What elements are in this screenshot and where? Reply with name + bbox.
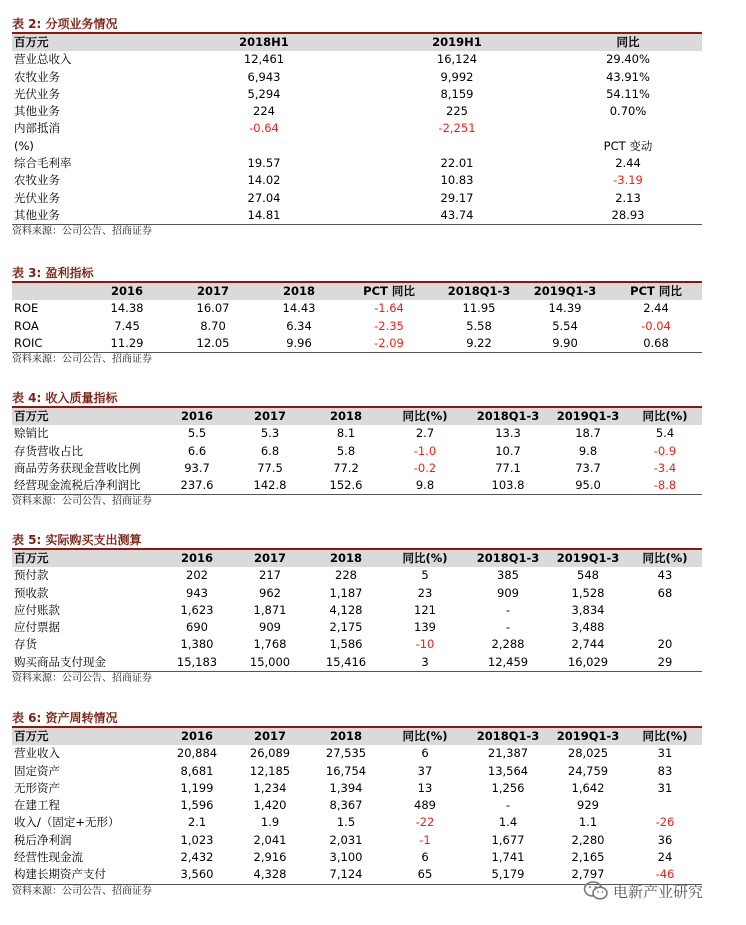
- row-label: 营业总收入: [14, 52, 72, 67]
- column-header: 同比(%): [402, 729, 448, 743]
- table-cell: -26: [655, 815, 675, 830]
- table-cell: [626, 602, 704, 619]
- column-header: 2016: [110, 284, 143, 298]
- table-row: [12, 138, 702, 155]
- table-cell: [552, 120, 704, 137]
- table-cell: [626, 619, 704, 636]
- table-cell: 68: [657, 585, 673, 600]
- column-header: 2017: [253, 729, 286, 743]
- table-cell: 1,380: [180, 637, 214, 652]
- table-cell: 1.4: [498, 815, 518, 830]
- column-header: 同比(%): [642, 551, 688, 565]
- table-cell: 28.93: [611, 207, 645, 222]
- row-label: 应付账款: [14, 602, 60, 617]
- table-cell: 2,744: [571, 637, 605, 652]
- column-header: 2016: [180, 729, 213, 743]
- table-cell: 12.05: [196, 335, 230, 350]
- table-cell: 9.8: [578, 443, 598, 458]
- table-cell: 9.8: [415, 478, 435, 493]
- table-row: [12, 443, 702, 460]
- table-row: [12, 780, 702, 797]
- table-cell: 31: [657, 780, 673, 795]
- table-cell: 6,943: [247, 69, 281, 84]
- table-cell: 1,023: [180, 832, 214, 847]
- table-cell: -1.0: [413, 443, 437, 458]
- table-cell: 2,288: [491, 637, 525, 652]
- table-cell: 11.95: [462, 301, 496, 316]
- table-cell: 29.17: [440, 190, 474, 205]
- table-cell: 5,294: [247, 86, 281, 101]
- table-cell: 8.70: [200, 318, 226, 333]
- row-label: 税后净利润: [14, 832, 72, 847]
- column-header: 2018Q1-3: [476, 729, 540, 743]
- table-cell: [362, 138, 552, 155]
- table-title: 表 5: 实际购买支出测算: [12, 533, 142, 547]
- table-row: [12, 172, 702, 189]
- table-cell: 11.29: [110, 335, 144, 350]
- column-header: 百万元: [14, 409, 49, 423]
- row-label: 农牧业务: [14, 173, 60, 188]
- table-cell: 29: [657, 654, 673, 669]
- table-cell: 43.74: [440, 207, 474, 222]
- table-row: [12, 849, 702, 866]
- row-label: 预付款: [14, 568, 49, 583]
- row-label: ROA: [14, 318, 39, 333]
- table-cell: 943: [186, 585, 208, 600]
- table-header-row: [12, 726, 702, 745]
- table-cell: -10: [415, 637, 435, 652]
- column-header: 同比: [616, 35, 640, 49]
- table-cell: 2,797: [571, 867, 605, 882]
- table-cell: 4,328: [253, 867, 287, 882]
- table-source-note: 资料来源：公司公告、招商证券: [12, 884, 702, 899]
- table-cell: 1,528: [571, 585, 605, 600]
- table-cell: 24: [657, 850, 673, 865]
- table-cell: 14.39: [548, 301, 582, 316]
- table-cell: 73.7: [575, 460, 601, 475]
- row-label: 存货营收占比: [14, 443, 83, 458]
- table-cell: 13.3: [495, 426, 521, 441]
- table-header-row: [12, 32, 702, 51]
- table-cell: -: [505, 620, 511, 635]
- table-row: [12, 814, 702, 831]
- table-cell: 8.1: [336, 426, 356, 441]
- column-header: 同比(%): [402, 551, 448, 565]
- table-cell: 548: [577, 568, 599, 583]
- table-cell: 228: [335, 568, 357, 583]
- table-cell: 1,256: [491, 780, 525, 795]
- column-header: 2018Q1-3: [476, 551, 540, 565]
- table-row: [12, 585, 702, 602]
- column-header: 百万元: [14, 35, 49, 49]
- table-cell: 7.45: [114, 318, 140, 333]
- table-cell: 19.57: [247, 156, 281, 171]
- table-cell: 6.8: [260, 443, 280, 458]
- column-header: 同比(%): [642, 729, 688, 743]
- table-cell: -3.4: [653, 460, 677, 475]
- table-source-note: 资料来源：公司公告、招商证券: [12, 671, 702, 686]
- table-cell: 0.70%: [609, 104, 647, 119]
- table-cell: 36: [657, 832, 673, 847]
- column-header: 同比(%): [402, 409, 448, 423]
- table-cell: 1.5: [336, 815, 356, 830]
- column-header: PCT 同比: [363, 284, 415, 298]
- column-header: 2019Q1-3: [556, 409, 620, 423]
- table-cell: -2,251: [438, 121, 476, 136]
- table-cell: 9.96: [286, 335, 312, 350]
- table-cell: 929: [577, 798, 599, 813]
- column-header: 2018: [282, 284, 315, 298]
- row-label: ROE: [14, 301, 39, 316]
- table-source-note: 资料来源：公司公告、招商证券: [12, 494, 702, 509]
- row-label: 其他业务: [14, 207, 60, 222]
- row-label: 购买商品支付现金: [14, 654, 106, 669]
- row-label: 综合毛利率: [14, 156, 72, 171]
- column-header: 2016: [180, 409, 213, 423]
- column-header: 2016: [180, 551, 213, 565]
- row-label: 赊销比: [14, 426, 49, 441]
- table-cell: 83: [657, 763, 673, 778]
- table-cell: -22: [415, 815, 435, 830]
- table-cell: 31: [657, 746, 673, 761]
- row-label: 农牧业务: [14, 69, 60, 84]
- table-cell: 1,586: [329, 637, 363, 652]
- table-cell: 22.01: [440, 156, 474, 171]
- table-cell: 690: [186, 620, 208, 635]
- table-cell: 1,420: [253, 798, 287, 813]
- table-cell: 2,432: [180, 850, 214, 865]
- table-cell: 8,681: [180, 763, 214, 778]
- column-header: 2018: [329, 729, 362, 743]
- table-cell: 95.0: [575, 478, 601, 493]
- table-cell: 2,165: [571, 850, 605, 865]
- row-label: 预收款: [14, 585, 49, 600]
- table-cell: 142.8: [253, 478, 287, 493]
- table-cell: 2.7: [415, 426, 435, 441]
- row-label: 经营现金流税后净利润比: [14, 478, 141, 493]
- table-cell: [626, 797, 704, 814]
- column-header: 2017: [253, 551, 286, 565]
- table-row: [12, 69, 702, 86]
- table-cell: 7,124: [329, 867, 363, 882]
- table-cell: 27,535: [325, 746, 367, 761]
- table-cell: 9.22: [466, 335, 492, 350]
- column-header: 百万元: [14, 729, 49, 743]
- table-cell: 14.02: [247, 173, 281, 188]
- column-header: 同比(%): [642, 409, 688, 423]
- table-6: [12, 710, 702, 899]
- table-cell: 1,642: [571, 780, 605, 795]
- table-cell: 8,159: [440, 86, 474, 101]
- table-cell: -1: [419, 832, 431, 847]
- table-cell: 1,677: [491, 832, 525, 847]
- table-cell: 3: [421, 654, 429, 669]
- table-4: [12, 390, 702, 509]
- table-cell: -8.8: [653, 478, 677, 493]
- table-cell: 909: [497, 585, 519, 600]
- table-row: [12, 120, 702, 137]
- table-source-note: 资料来源：公司公告、招商证券: [12, 352, 702, 367]
- column-header: 2019H1: [432, 35, 482, 49]
- table-cell: 1,871: [253, 602, 287, 617]
- table-5: [12, 532, 702, 686]
- table-cell: -3.19: [613, 173, 643, 188]
- table-3: [12, 265, 702, 367]
- table-cell: 37: [417, 763, 433, 778]
- table-row: [12, 797, 702, 814]
- table-cell: 29.40%: [606, 52, 650, 67]
- table-row: [12, 763, 702, 780]
- table-cell: 5.3: [260, 426, 280, 441]
- table-cell: 1.9: [260, 815, 280, 830]
- table-cell: 43.91%: [606, 69, 650, 84]
- table-cell: 77.1: [495, 460, 521, 475]
- table-cell: 103.8: [491, 478, 525, 493]
- table-cell: 2.44: [615, 156, 641, 171]
- table-cell: 5.4: [655, 426, 675, 441]
- table-cell: 1,199: [180, 780, 214, 795]
- table-cell: 18.7: [575, 426, 601, 441]
- table-title: 表 3: 盈利指标: [12, 266, 94, 280]
- table-cell: 6: [421, 850, 429, 865]
- table-cell: 2,175: [329, 620, 363, 635]
- row-label: 光伏业务: [14, 86, 60, 101]
- table-cell: -0.04: [641, 318, 671, 333]
- table-row: [12, 103, 702, 120]
- table-cell: 225: [446, 104, 468, 119]
- table-cell: 54.11%: [606, 86, 650, 101]
- table-row: [12, 602, 702, 619]
- table-cell: 13: [417, 780, 433, 795]
- table-row: [12, 654, 702, 671]
- table-cell: 43: [657, 568, 673, 583]
- table-cell: 9,992: [440, 69, 474, 84]
- table-row: [12, 636, 702, 653]
- row-label: 存货: [14, 637, 37, 652]
- table-cell: 121: [414, 602, 436, 617]
- table-cell: -2.35: [374, 318, 404, 333]
- table-cell: 0.68: [643, 335, 669, 350]
- table-cell: 962: [259, 585, 281, 600]
- table-cell: 23: [417, 585, 433, 600]
- table-cell: 77.5: [257, 460, 283, 475]
- table-cell: 224: [253, 104, 275, 119]
- column-header: 百万元: [14, 551, 49, 565]
- column-header: 2017: [253, 409, 286, 423]
- table-cell: 21,387: [487, 746, 529, 761]
- table-cell: 3,560: [180, 867, 214, 882]
- table-row: [12, 619, 702, 636]
- column-header: 2018: [329, 551, 362, 565]
- table-cell: 14.81: [247, 207, 281, 222]
- watermark: [583, 880, 703, 902]
- column-header: 2017: [196, 284, 229, 298]
- table-cell: 12,461: [243, 52, 285, 67]
- table-cell: 14.38: [110, 301, 144, 316]
- table-row: [12, 477, 702, 494]
- table-cell: 20: [657, 637, 673, 652]
- column-header: 2019Q1-3: [533, 284, 597, 298]
- table-cell: 202: [186, 568, 208, 583]
- table-cell: 26,089: [249, 746, 291, 761]
- table-cell: 5.54: [552, 318, 578, 333]
- row-label: 营业收入: [14, 746, 60, 761]
- table-cell: [166, 138, 362, 155]
- column-header: 2018Q1-3: [447, 284, 511, 298]
- table-row: [12, 832, 702, 849]
- table-cell: 16,029: [567, 654, 609, 669]
- table-cell: 28,025: [567, 746, 609, 761]
- table-cell: 2,041: [253, 832, 287, 847]
- table-cell: 9.90: [552, 335, 578, 350]
- column-header: PCT 同比: [630, 284, 682, 298]
- table-row: [12, 300, 702, 317]
- table-row: [12, 425, 702, 442]
- table-cell: 24,759: [567, 763, 609, 778]
- table-header-row: [12, 281, 702, 300]
- table-cell: 77.2: [333, 460, 359, 475]
- table-cell: 93.7: [184, 460, 210, 475]
- table-cell: 27.04: [247, 190, 281, 205]
- row-label: 固定资产: [14, 763, 60, 778]
- table-cell: 2,280: [571, 832, 605, 847]
- table-cell: 2.1: [187, 815, 207, 830]
- row-label: 在建工程: [14, 798, 60, 813]
- table-cell: 2.44: [643, 301, 669, 316]
- table-cell: 2,031: [329, 832, 363, 847]
- table-source-note: 资料来源：公司公告、招商证券: [12, 224, 702, 239]
- table-cell: -0.9: [653, 443, 677, 458]
- table-cell: 65: [417, 867, 433, 882]
- table-cell: 5,179: [491, 867, 525, 882]
- table-row: [12, 460, 702, 477]
- table-cell: 5: [421, 568, 429, 583]
- table-row: [12, 335, 702, 352]
- table-cell: 5.58: [466, 318, 492, 333]
- table-cell: 1,741: [491, 850, 525, 865]
- table-title: 表 2: 分项业务情况: [12, 17, 118, 31]
- row-label: 商品劳务获现金营收比例: [14, 460, 141, 475]
- table-cell: 217: [259, 568, 281, 583]
- table-cell: -: [505, 798, 511, 813]
- table-cell: 4,128: [329, 602, 363, 617]
- table-cell: 5.5: [187, 426, 207, 441]
- table-cell: 3,488: [571, 620, 605, 635]
- table-cell: 14.43: [282, 301, 316, 316]
- table-cell: 489: [414, 798, 436, 813]
- table-row: [12, 318, 702, 335]
- table-cell: 3,100: [329, 850, 363, 865]
- table-cell: PCT 变动: [603, 138, 653, 153]
- table-cell: 1,623: [180, 602, 214, 617]
- row-label: 应付票据: [14, 620, 60, 635]
- row-label: 构建长期资产支付: [14, 867, 106, 882]
- table-cell: 8,367: [329, 798, 363, 813]
- column-header: [12, 283, 84, 300]
- table-cell: 20,884: [176, 746, 218, 761]
- table-row: [12, 190, 702, 207]
- column-header: 2019Q1-3: [556, 729, 620, 743]
- row-label: 其他业务: [14, 104, 60, 119]
- table-cell: 15,183: [176, 654, 218, 669]
- table-cell: 15,416: [325, 654, 367, 669]
- table-cell: 6: [421, 746, 429, 761]
- table-cell: 6.6: [187, 443, 207, 458]
- table-cell: -0.2: [413, 460, 437, 475]
- table-cell: 385: [497, 568, 519, 583]
- table-cell: 16.07: [196, 301, 230, 316]
- table-title: 表 6: 资产周转情况: [12, 711, 118, 725]
- table-cell: 12,185: [249, 763, 291, 778]
- table-cell: 2,916: [253, 850, 287, 865]
- table-cell: 1,234: [253, 780, 287, 795]
- row-label: 无形资产: [14, 780, 60, 795]
- table-cell: 1,768: [253, 637, 287, 652]
- table-cell: 15,000: [249, 654, 291, 669]
- table-header-row: [12, 406, 702, 425]
- table-cell: -: [505, 602, 511, 617]
- table-cell: 3,834: [571, 602, 605, 617]
- table-row: [12, 51, 702, 68]
- table-cell: 1,187: [329, 585, 363, 600]
- table-row: [12, 86, 702, 103]
- row-label: (%): [14, 138, 34, 153]
- watermark-text: 电新产业研究: [613, 882, 704, 901]
- table-header-row: [12, 548, 702, 567]
- table-row: [12, 207, 702, 224]
- table-cell: 152.6: [329, 478, 363, 493]
- row-label: 收入/（固定+无形）: [14, 815, 120, 830]
- column-header: 2018Q1-3: [476, 409, 540, 423]
- table-cell: -2.09: [374, 335, 404, 350]
- table-cell: 16,124: [436, 52, 478, 67]
- table-cell: -46: [655, 867, 675, 882]
- table-cell: 1,394: [329, 780, 363, 795]
- row-label: 光伏业务: [14, 190, 60, 205]
- wechat-icon: [583, 880, 609, 902]
- row-label: ROIC: [14, 335, 43, 350]
- table-title: 表 4: 收入质量指标: [12, 391, 118, 405]
- table-cell: 16,754: [325, 763, 367, 778]
- table-cell: 10.83: [440, 173, 474, 188]
- table-cell: 237.6: [180, 478, 214, 493]
- table-cell: -0.64: [249, 121, 279, 136]
- table-2: [12, 16, 702, 239]
- row-label: 内部抵消: [14, 121, 60, 136]
- table-cell: 2.13: [615, 190, 641, 205]
- table-row: [12, 745, 702, 762]
- table-cell: 12,459: [487, 654, 529, 669]
- table-cell: 139: [414, 620, 436, 635]
- table-cell: 1,596: [180, 798, 214, 813]
- table-row: [12, 567, 702, 584]
- column-header: 2018: [329, 409, 362, 423]
- row-label: 经营性现金流: [14, 850, 83, 865]
- table-cell: 5.8: [336, 443, 356, 458]
- column-header: 2019Q1-3: [556, 551, 620, 565]
- table-cell: 1.1: [578, 815, 598, 830]
- table-cell: 13,564: [487, 763, 529, 778]
- table-cell: 909: [259, 620, 281, 635]
- table-cell: 6.34: [286, 318, 312, 333]
- table-row: [12, 155, 702, 172]
- table-cell: 10.7: [495, 443, 521, 458]
- table-cell: -1.64: [374, 301, 404, 316]
- column-header: 2018H1: [239, 35, 289, 49]
